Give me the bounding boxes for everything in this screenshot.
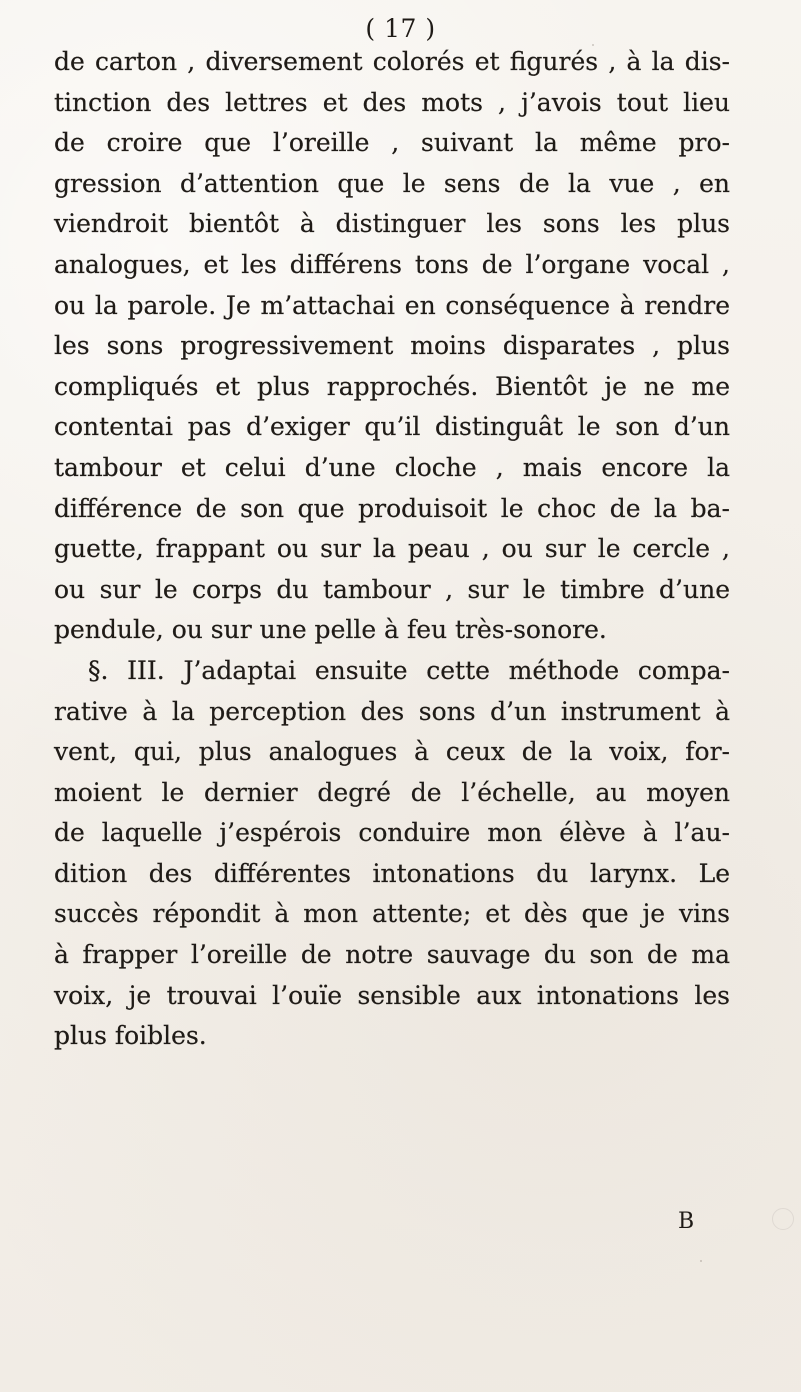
paper-speck	[592, 44, 594, 46]
text-line-12: différence de son que produisoit le choc de la ba-	[54, 493, 730, 523]
text-line-10: contentai pas d’exiger qu’il distinguât le son d’un	[54, 412, 730, 442]
text-line-6: analogues, et les différens tons de l’organe vocal ,	[54, 249, 730, 279]
text-line-17: rative à la perception des sons d’un instrument à	[54, 696, 730, 726]
text-line-3: de croire que l’oreille , suivant la même pro-	[54, 128, 730, 158]
paper-mark	[772, 1208, 794, 1230]
section-heading-line: §. III. J’adaptai ensuite cette méthode compa-	[88, 655, 730, 685]
text-line-14: ou sur le corps du tambour , sur le timbre d’une	[54, 574, 730, 604]
text-line-25: plus foibles.	[54, 1021, 207, 1051]
text-line-9: compliqués et plus rapprochés. Bientôt je ne me	[54, 371, 730, 401]
text-line-21: dition des différentes intonations du larynx. Le	[54, 858, 730, 888]
text-line-11: tambour et celui d’une cloche , mais encore la	[54, 452, 730, 482]
text-line-20: de laquelle j’espérois conduire mon élève à l’au-	[54, 818, 730, 848]
page-number: ( 17 )	[365, 14, 436, 43]
text-line-15: pendule, ou sur une pelle à feu très-sonore.	[54, 615, 607, 645]
text-line-18: vent, qui, plus analogues à ceux de la voix, for-	[54, 737, 730, 767]
text-line-5: viendroit bientôt à distinguer les sons les plus	[54, 209, 730, 239]
text-line-22: succès répondit à mon attente; et dès que je vins	[54, 899, 730, 929]
text-line-24: voix, je trouvai l’ouïe sensible aux intonations les	[54, 980, 730, 1010]
text-line-1: de carton , diversement colorés et figurés , à la dis-	[54, 47, 730, 76]
text-line-8: les sons progressivement moins disparates , plus	[54, 331, 730, 361]
text-line-19: moient le dernier degré de l’échelle, au moyen	[54, 777, 730, 807]
text-line-4: gression d’attention que le sens de la vue , en	[54, 168, 730, 198]
body-text	[54, 42, 730, 1057]
paper-speck	[700, 1260, 702, 1262]
text-line-23: à frapper l’oreille de notre sauvage du son de ma	[54, 940, 730, 970]
signature-mark: B	[678, 1209, 695, 1234]
text-line-13: guette, frappant ou sur la peau , ou sur le cercle ,	[54, 534, 730, 564]
text-line-2: tinction des lettres et des mots , j’avois tout lieu	[54, 87, 730, 117]
text-line-7: ou la parole. Je m’attachai en conséquence à rendre	[54, 290, 730, 320]
